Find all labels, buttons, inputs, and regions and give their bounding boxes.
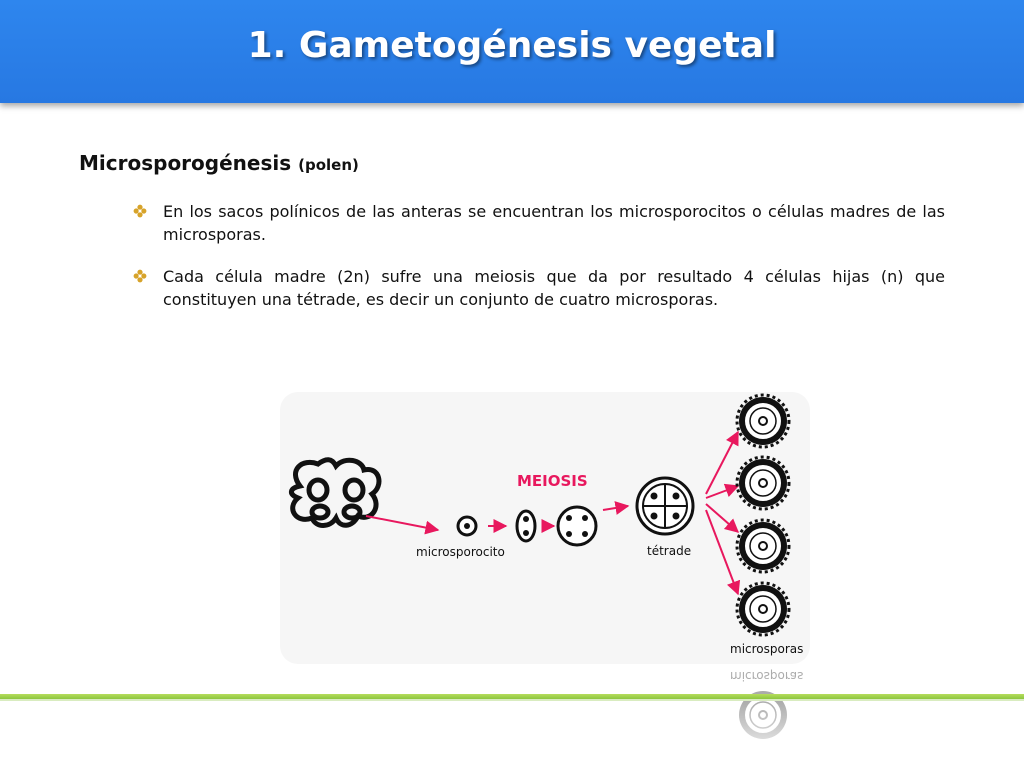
anther-cross-section	[291, 460, 379, 526]
meiosis-label: MEIOSIS	[517, 472, 588, 490]
heading-text: Microsporogénesis	[79, 151, 292, 175]
microspore	[739, 522, 787, 570]
microsporocyte-cell	[458, 517, 476, 535]
microspores-label: microsporas	[730, 642, 804, 656]
tetrad-label: tétrade	[647, 544, 692, 558]
microspore	[739, 397, 787, 445]
bottom-accent-line-shadow	[0, 699, 1024, 701]
bullet-text: Cada célula madre (2n) sufre una meiosis que da por resultado 4 células hijas (n) que constituyen una tétrade, es decir un conjunto de cuatro microsporas.	[163, 267, 945, 309]
meiosis-first-division-cell	[517, 511, 535, 541]
microspores-label-reflection: microsporas	[730, 669, 804, 683]
meiosis-second-division-cell	[558, 507, 596, 545]
bullet-text: En los sacos polínicos de las anteras se encuentran los microsporocitos o células madres de las microsporas.	[163, 202, 945, 244]
microsporocyte-label: microsporocito	[416, 545, 505, 559]
microspore	[739, 459, 787, 507]
tetrad-cell	[637, 478, 693, 534]
heading-note: (polen)	[298, 156, 359, 174]
slide-title: 1. Gametogénesis vegetal	[247, 25, 777, 66]
microspore	[739, 585, 787, 633]
